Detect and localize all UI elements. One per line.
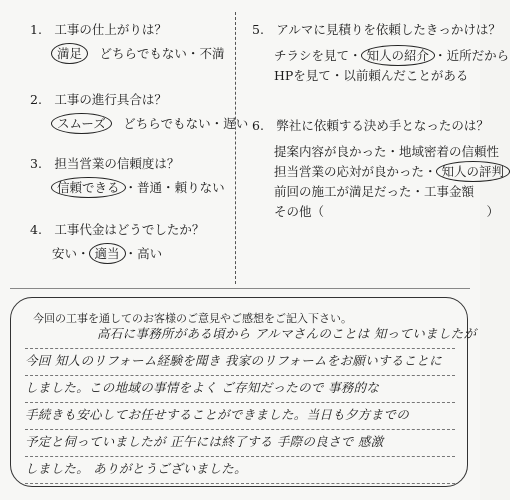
comment-line: しました。この地域の事情をよく ご存知だったので 事務的な (25, 376, 455, 403)
answer-option-selected: 信頼できる (51, 177, 126, 198)
question-title: 6. 弊社に依頼する決め手となったのは？ (252, 118, 489, 133)
answer-option-other: その他（ ） (274, 204, 500, 219)
answer-option-selected: 知人の紹介 (361, 45, 436, 66)
comment-line: 高石に事務所がある頃から アルマさんのことは 知っていましたが (25, 322, 455, 349)
answer-option: 地域密着の信頼性 (399, 144, 500, 159)
answer-option-selected: スムーズ (51, 113, 112, 134)
question-1 (30, 22, 224, 62)
answer-options: スムーズ どちらでもない・遅い (30, 116, 248, 132)
answer-options: チラシを見て・ 知人の紹介 ・近所だから HPを見て・以前頼んだことがある (252, 46, 509, 86)
answer-option: 普通 (137, 180, 163, 195)
question-2 (30, 92, 248, 132)
answer-option: チラシを見て (274, 48, 350, 63)
answer-options: 信頼できる ・普通・頼りない (30, 180, 225, 196)
answer-option: 不満 (199, 46, 225, 61)
answer-option-selected: 適当 (89, 243, 126, 264)
answer-option-selected: 知人の評判 (436, 161, 510, 182)
question-6 (252, 118, 509, 222)
question-title: 1. 工事の仕上がりは？ (30, 22, 167, 37)
answer-options: 提案内容が良かった・地域密着の信頼性 担当営業の応対が良かった・ 知人の評判 前回の施工が満足だった・工事金額 その他（ ） (252, 142, 509, 222)
comment-prompt: 今回の工事を通してのお客様のご意見やご感想をご記入下さい。 (33, 312, 352, 325)
answer-option: どちらでもない (99, 46, 187, 61)
comment-line: しました。 ありがとうございました。 (25, 457, 455, 484)
answer-option: 頼りない (174, 180, 225, 195)
handwritten-comment (25, 322, 477, 484)
answer-option: 工事金額 (424, 184, 475, 199)
question-5 (252, 22, 509, 86)
comment-line: 手続きも安心してお任せすることができました。当日も夕方までの (25, 403, 455, 430)
answer-option: どちらでもない (123, 116, 211, 131)
answer-option: 前回の施工が満足だった (274, 184, 412, 199)
question-title: 4. 工事代金はどうでしたか？ (30, 222, 205, 237)
comment-line: 今回 知人のリフォーム経験を聞き 我家のリフォームをお願いすることに (25, 349, 455, 376)
answer-option: 安い (52, 246, 78, 261)
answer-option: 以前頼んだことがある (343, 68, 469, 83)
column-divider (235, 12, 236, 284)
answer-option: 高い (137, 246, 163, 261)
question-title: 2. 工事の進行具合は？ (30, 92, 167, 107)
question-4 (30, 222, 204, 262)
comment-box (10, 297, 477, 487)
answer-option: HPを見て (274, 68, 331, 83)
comment-line: 予定と伺っていましたが 正午には終了する 手際の良さで 感激 (25, 430, 455, 457)
answer-options: 安い・ 適当 ・高い (30, 246, 204, 262)
question-title: 5. アルマに見積りを依頼したきっかけは？ (252, 22, 501, 37)
answer-option: 担当営業の応対が良かった (274, 164, 425, 179)
answer-option: 提案内容が良かった (274, 144, 387, 159)
answer-option: 遅い (223, 116, 249, 131)
answer-options: 満足 どちらでもない・不満 (30, 46, 224, 62)
section-divider (10, 288, 470, 289)
answer-option-selected: 満足 (51, 43, 88, 64)
answer-option: 近所だから (446, 48, 510, 63)
question-title: 3. 担当営業の信頼度は？ (30, 156, 180, 171)
question-3 (30, 156, 225, 196)
